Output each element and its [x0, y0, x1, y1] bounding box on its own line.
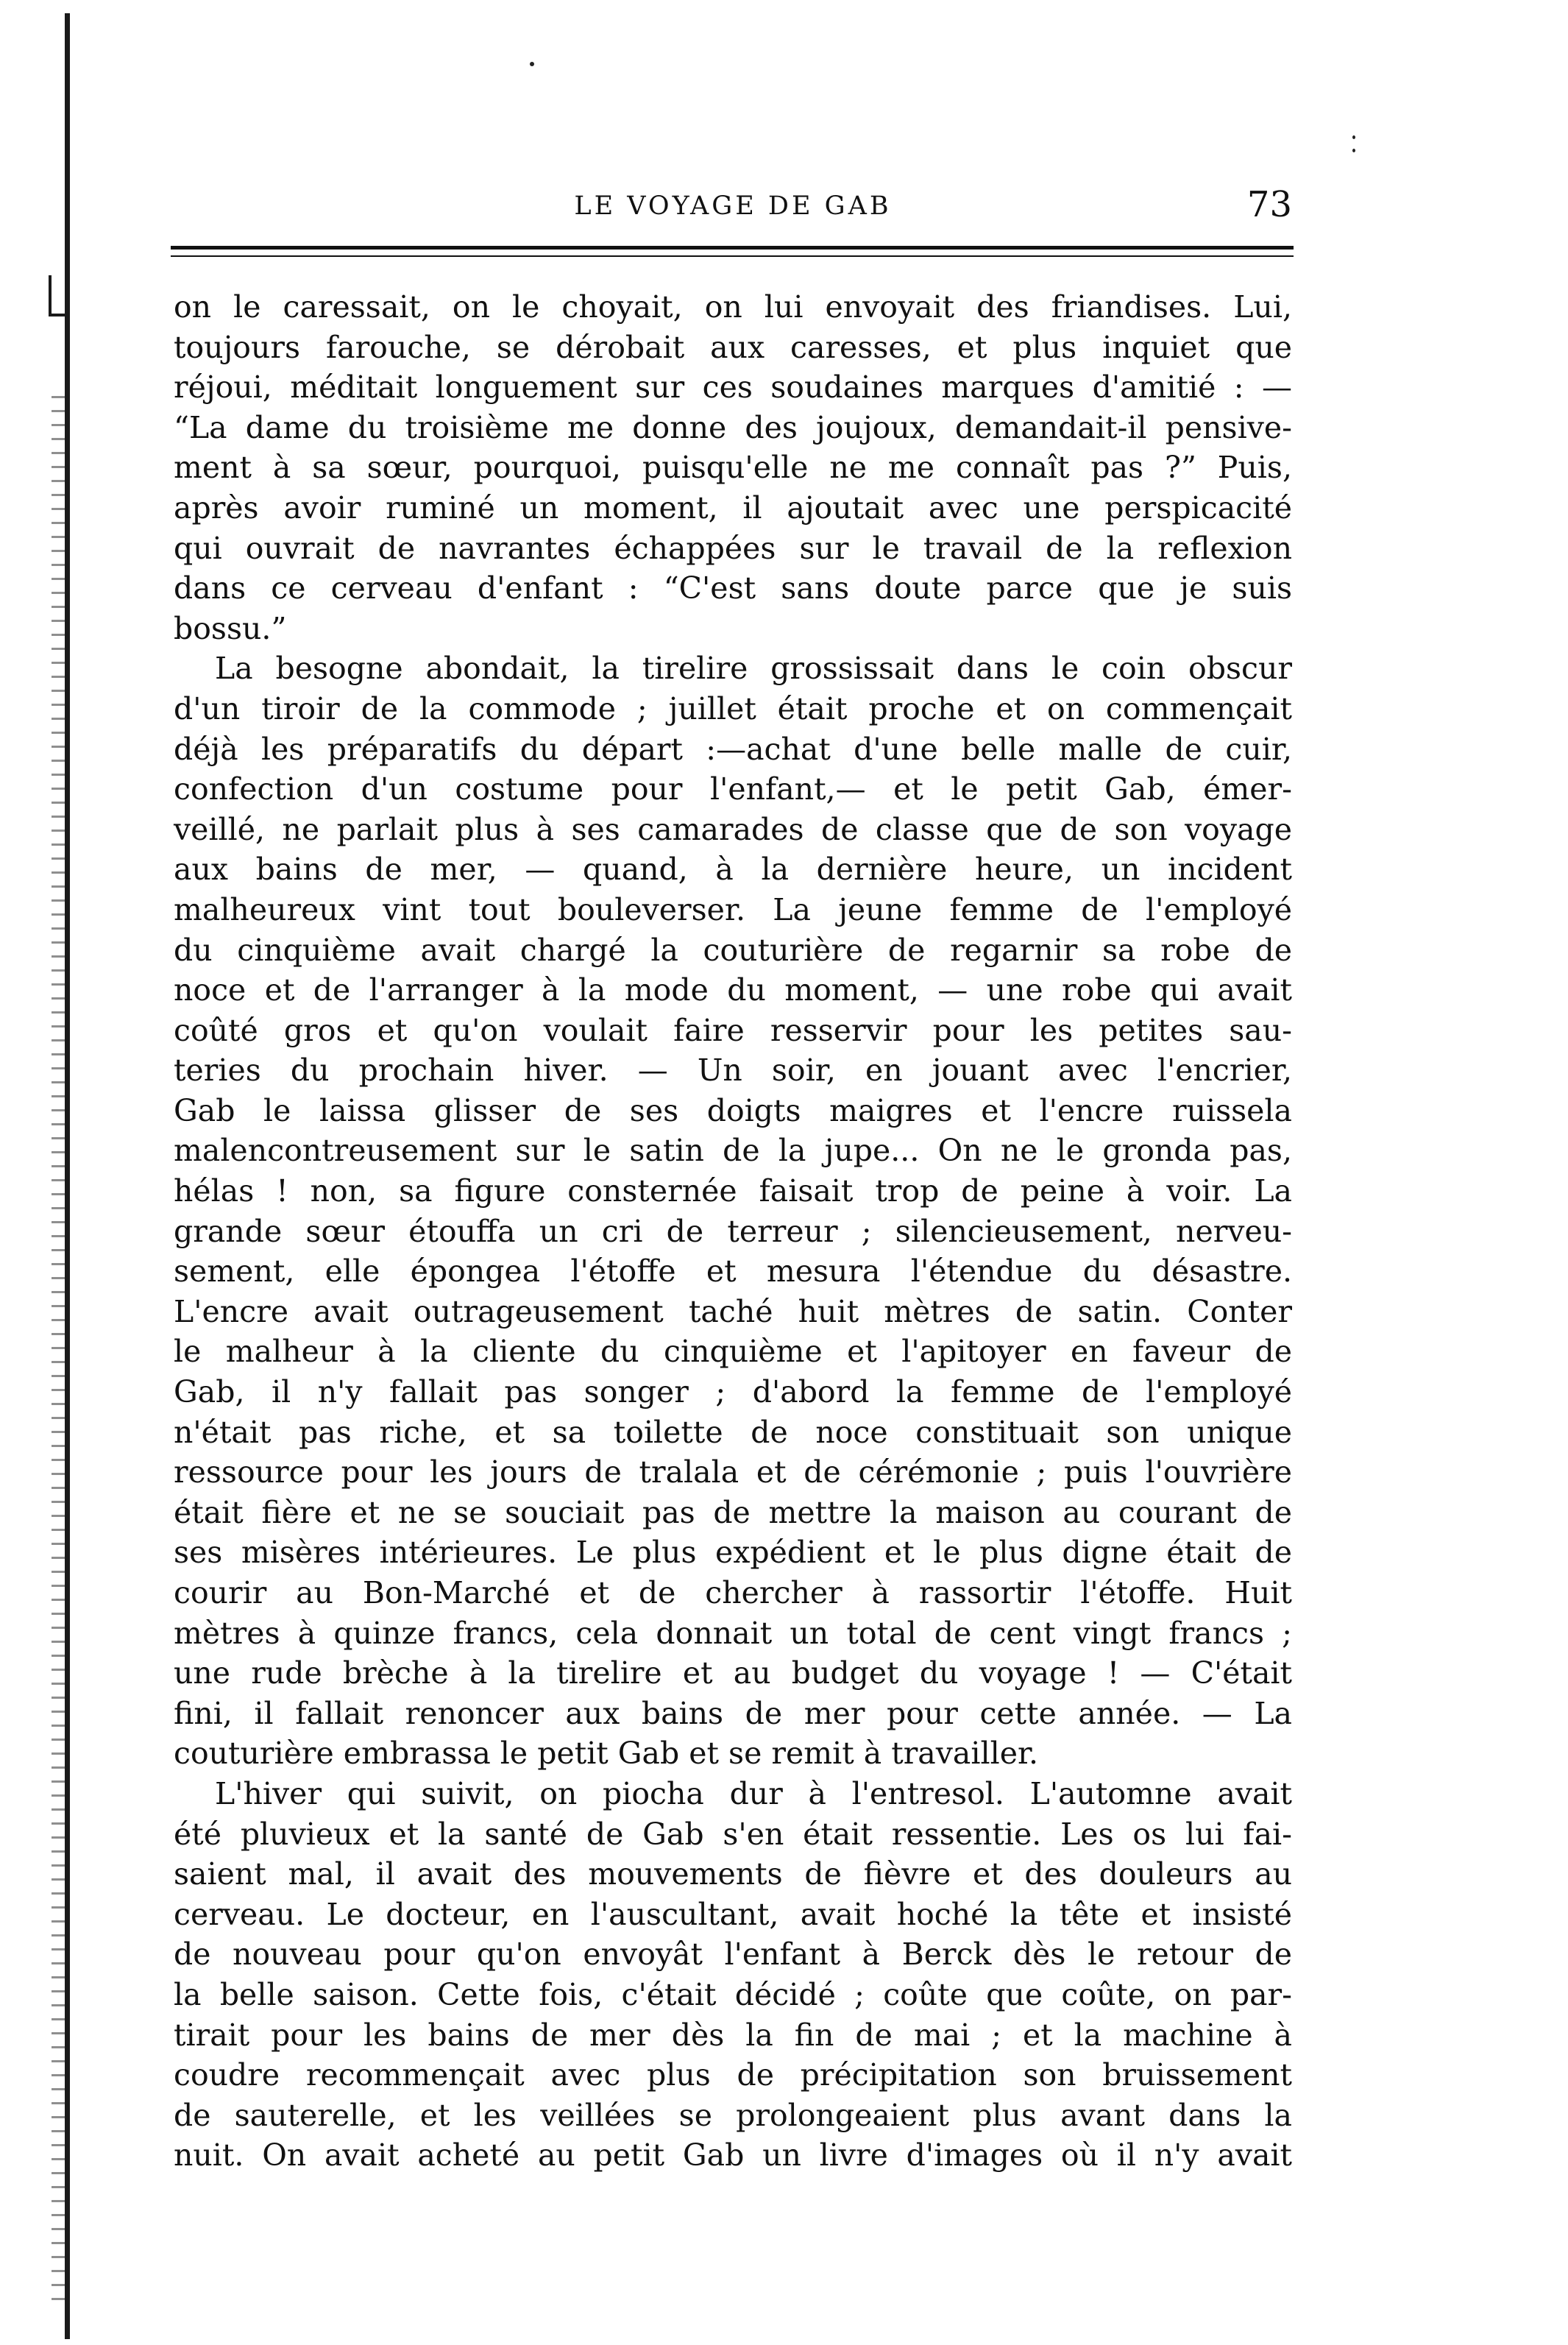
header-rule-thin: [171, 255, 1294, 257]
binding-marks: [52, 396, 65, 2310]
ink-speck: [530, 62, 534, 66]
text-line: hélas ! non, sa figure consternée faisait trop de peine à voir. La: [174, 1173, 1292, 1209]
paragraph: [174, 1774, 1292, 2176]
text-line: d'un tiroir de la commode ; juillet était proche et on commençait: [174, 690, 1292, 726]
text-line: une rude brèche à la tirelire et au budget du voyage ! — C'était: [174, 1655, 1292, 1691]
text-line: déjà les préparatifs du départ :—achat d'une belle malle de cuir,: [174, 731, 1292, 767]
text-line: bossu.”: [174, 610, 287, 646]
text-line: teries du prochain hiver. — Un soir, en jouant avec l'encrier,: [174, 1053, 1292, 1089]
text-line: aux bains de mer, — quand, à la dernière heure, un incident: [174, 852, 1292, 888]
binding-edge: [43, 13, 77, 2339]
text-line: L'hiver qui suivit, on piocha dur à l'entresol. L'automne avait: [215, 1775, 1292, 1811]
binding-line: [65, 13, 70, 2339]
text-line: couturière embrassa le petit Gab et se remit à travailler.: [174, 1736, 1039, 1772]
text-line: grande sœur étouffa un cri de terreur ; silencieusement, nerveu-: [174, 1213, 1292, 1249]
header-rule: [171, 246, 1294, 250]
ink-speck: [1352, 135, 1355, 139]
text-line: après avoir ruminé un moment, il ajoutait avec une perspicacité: [174, 489, 1292, 526]
text-line: sement, elle épongea l'étoffe et mesura l'étendue du désastre.: [174, 1253, 1292, 1290]
text-line: nuit. On avait acheté au petit Gab un livre d'images où il n'y avait: [174, 2137, 1292, 2174]
ink-speck: [1352, 149, 1355, 152]
text-line: L'encre avait outrageusement taché huit mètres de satin. Conter: [174, 1293, 1292, 1329]
text-line: était fière et ne se souciait pas de mettre la maison au courant de: [174, 1494, 1292, 1530]
page-header: [174, 183, 1292, 230]
text-line: noce et de l'arranger à la mode du moment, — une robe qui avait: [174, 972, 1292, 1008]
binding-notch: [49, 275, 65, 316]
text-line: saient mal, il avait des mouvements de fièvre et des douleurs au: [174, 1856, 1292, 1892]
running-title: LE VOYAGE DE GAB: [574, 191, 892, 221]
text-line: mètres à quinze francs, cela donnait un total de cent vingt francs ;: [174, 1615, 1292, 1651]
text-line: malencontreusement sur le satin de la jupe... On ne le gronda pas,: [174, 1133, 1292, 1169]
text-line: toujours farouche, se dérobait aux caresses, et plus inquiet que: [174, 329, 1292, 365]
page-number: 73: [1246, 184, 1292, 225]
text-line: “La dame du troisième me donne des joujoux, demandait-il pensive-: [174, 409, 1292, 445]
text-line: qui ouvrait de navrantes échappées sur le travail de la reflexion: [174, 530, 1292, 566]
text-line: ressource pour les jours de tralala et de cérémonie ; puis l'ouvrière: [174, 1454, 1292, 1490]
text-line: veillé, ne parlait plus à ses camarades de classe que de son voyage: [174, 811, 1292, 847]
text-line: coûté gros et qu'on voulait faire resservir pour les petites sau-: [174, 1012, 1292, 1048]
text-line: ses misères intérieures. Le plus expédient et le plus digne était de: [174, 1535, 1292, 1571]
text-line: de nouveau pour qu'on envoyât l'enfant à Berck dès le retour de: [174, 1937, 1292, 1973]
text-line: réjoui, méditait longuement sur ces soudaines marques d'amitié : —: [174, 369, 1292, 406]
paragraph: [174, 648, 1292, 1774]
text-line: la belle saison. Cette fois, c'était décidé ; coûte que coûte, on par-: [174, 1976, 1292, 2012]
text-line: le malheur à la cliente du cinquième et l'apitoyer en faveur de: [174, 1334, 1292, 1370]
text-line: du cinquième avait chargé la couturière de regarnir sa robe de: [174, 932, 1292, 968]
text-line: coudre recommençait avec plus de précipitation son bruissement: [174, 2057, 1292, 2093]
paragraph: [174, 287, 1292, 648]
text-line: été pluvieux et la santé de Gab s'en était ressentie. Les os lui fai-: [174, 1816, 1292, 1852]
text-line: Gab le laissa glisser de ses doigts maigres et l'encre ruissela: [174, 1092, 1292, 1128]
text-line: de sauterelle, et les veillées se prolongeaient plus avant dans la: [174, 2097, 1292, 2133]
text-line: n'était pas riche, et sa toilette de noce constituait son unique: [174, 1414, 1292, 1450]
text-line: tirait pour les bains de mer dès la fin de mai ; et la machine à: [174, 2017, 1292, 2053]
text-line: fini, il fallait renoncer aux bains de mer pour cette année. — La: [174, 1695, 1292, 1731]
body-text: [174, 287, 1292, 2176]
text-line: malheureux vint tout bouleverser. La jeune femme de l'employé: [174, 891, 1292, 927]
text-line: La besogne abondait, la tirelire grossissait dans le coin obscur: [215, 651, 1292, 687]
text-line: Gab, il n'y fallait pas songer ; d'abord la femme de l'employé: [174, 1374, 1292, 1410]
text-line: courir au Bon-Marché et de chercher à rassortir l'étoffe. Huit: [174, 1575, 1292, 1610]
text-line: confection d'un costume pour l'enfant,— et le petit Gab, émer-: [174, 771, 1292, 807]
text-line: cerveau. Le docteur, en l'auscultant, avait hoché la tête et insisté: [174, 1896, 1292, 1932]
text-line: on le caressait, on le choyait, on lui envoyait des friandises. Lui,: [174, 289, 1292, 325]
text-line: ment à sa sœur, pourquoi, puisqu'elle ne me connaît pas ?” Puis,: [174, 450, 1292, 486]
text-line: dans ce cerveau d'enfant : “C'est sans doute parce que je suis: [174, 570, 1292, 606]
